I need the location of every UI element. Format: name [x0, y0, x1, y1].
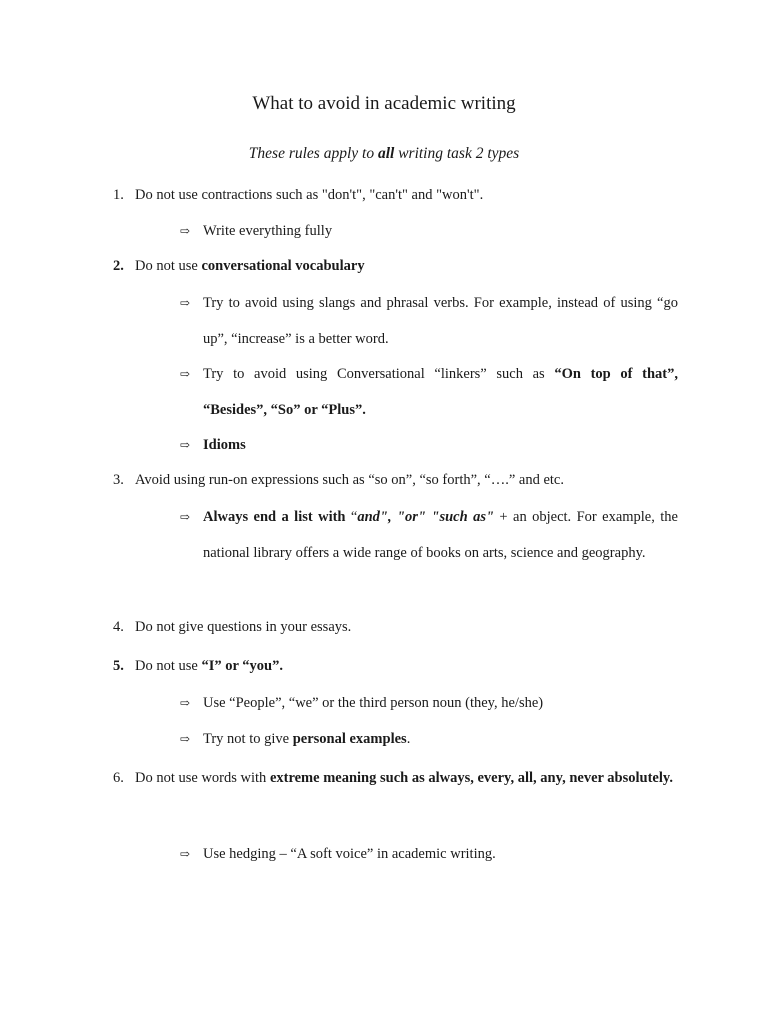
- sub-item-text: Use hedging – “A soft voice” in academic writing.: [203, 846, 496, 862]
- item-text-bold: conversational vocabulary: [201, 258, 365, 274]
- item-text: Avoid using run-on expressions such as “so on”, “so forth”, “….” and etc.: [135, 472, 564, 488]
- list-item-4: [113, 610, 678, 645]
- subtitle-pre: These rules apply to: [248, 145, 378, 162]
- arrow-icon: ⇨: [180, 696, 191, 710]
- sub-item-text-pre: Try to avoid using Conversational “linkers” such as: [203, 366, 555, 382]
- subtitle-post: writing task 2 types: [394, 145, 520, 162]
- arrow-icon: ⇨: [180, 296, 191, 310]
- sub-item-text-bold: Idioms: [203, 437, 246, 453]
- list-item-1: [113, 178, 678, 213]
- arrow-icon: ⇨: [180, 847, 191, 861]
- item-text: [135, 649, 678, 684]
- item-text-pre: Do not use words with: [135, 770, 270, 786]
- sub-item-text: [203, 499, 678, 571]
- item-number: 1.: [113, 187, 124, 203]
- arrow-icon: ⇨: [180, 224, 191, 238]
- item-number: 4.: [113, 619, 124, 635]
- item-number: 6.: [113, 770, 124, 786]
- item-text-bold: extreme meaning such as always, every, all, any, never absolutely.: [269, 770, 673, 786]
- list-item-6: [113, 761, 678, 796]
- sub-item-5-1: [180, 685, 678, 721]
- item-text: Do not use contractions such as "don't", "can't" and "won't".: [135, 187, 484, 203]
- quote-open: “: [350, 509, 358, 525]
- sub-item-text: [203, 721, 678, 757]
- sub-item-text-post: .: [406, 731, 411, 747]
- sub-item-text-italic: and", "or" "such as": [357, 509, 495, 525]
- sub-item-text-bold: personal examples: [292, 731, 407, 747]
- sub-item-text-bold: Always end a list with: [203, 509, 351, 525]
- item-number: 2.: [113, 258, 124, 274]
- item-number: 3.: [113, 472, 124, 488]
- sub-item-5-2: [180, 721, 678, 757]
- arrow-icon: ⇨: [180, 367, 191, 381]
- sub-item-text-post: + an object. For example, the national library offers a wide range of books on arts, science and geography.: [203, 509, 678, 561]
- sub-item-text-bold: “On top of that”, “Besides”, “So” or “Plus”.: [203, 366, 678, 418]
- sub-item-6-1: [180, 836, 678, 872]
- list-item-3: [113, 463, 678, 498]
- list-item-2: [113, 249, 678, 284]
- sub-item-2-3: [180, 427, 678, 463]
- item-text-pre: Do not use: [135, 258, 202, 274]
- arrow-icon: ⇨: [180, 732, 191, 746]
- item-number: 5.: [113, 658, 124, 674]
- arrow-icon: ⇨: [180, 438, 191, 452]
- sub-item-2-1: [180, 285, 678, 357]
- sub-item-text: [203, 356, 678, 428]
- page-subtitle: [0, 145, 768, 163]
- page-title: What to avoid in academic writing: [252, 93, 516, 114]
- item-text: [135, 249, 678, 284]
- sub-item-text: [203, 427, 678, 463]
- item-text: Do not give questions in your essays.: [135, 619, 352, 635]
- sub-item-1-1: [180, 213, 678, 249]
- sub-item-text: Write everything fully: [203, 223, 333, 239]
- sub-item-2-2: [180, 356, 678, 428]
- sub-item-3-1: [180, 499, 678, 571]
- list-item-5: [113, 649, 678, 684]
- item-text-bold: “I” or “you”.: [201, 658, 283, 674]
- item-text-pre: Do not use: [135, 658, 202, 674]
- subtitle-emphasis: all: [377, 145, 395, 162]
- sub-item-text-pre: Try not to give: [203, 731, 293, 747]
- sub-item-text: Use “People”, “we” or the third person noun (they, he/she): [203, 695, 544, 711]
- arrow-icon: ⇨: [180, 510, 191, 524]
- sub-item-text: Try to avoid using slangs and phrasal verbs. For example, instead of using “go up”, “increase” is a better word.: [203, 295, 678, 347]
- item-text: [135, 761, 678, 796]
